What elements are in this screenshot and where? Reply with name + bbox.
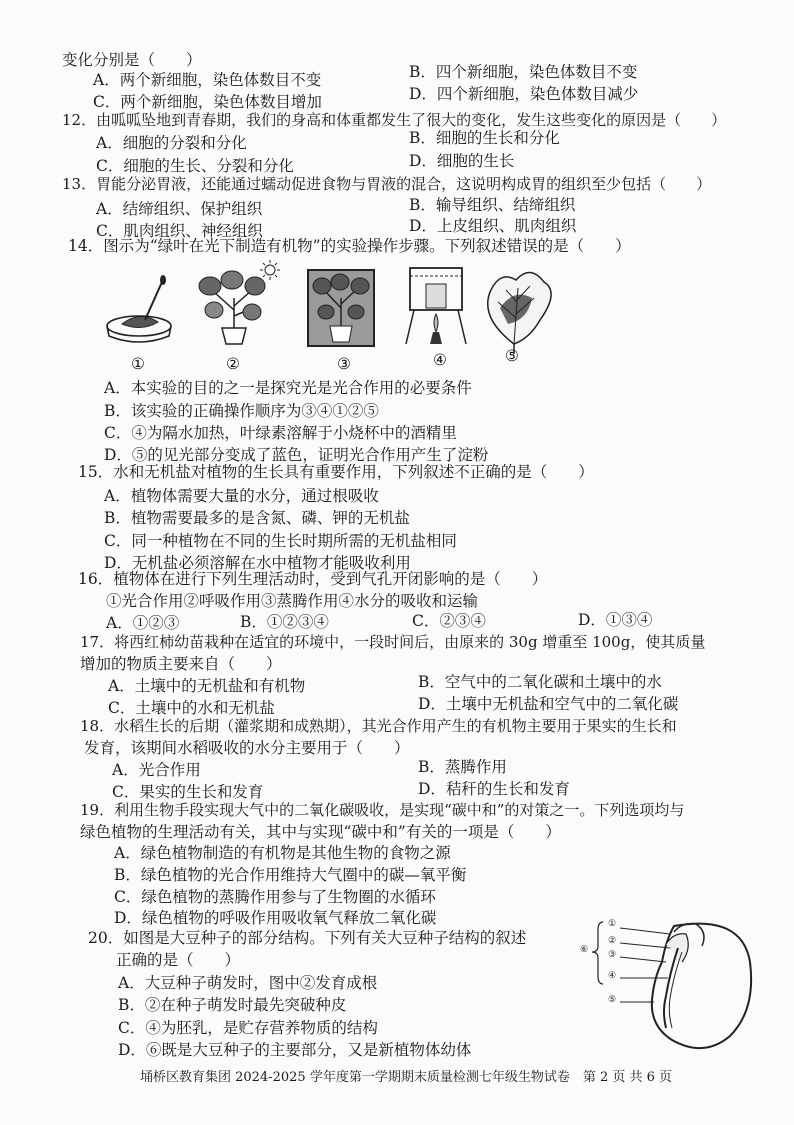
q13-option-a: A．结缔组织、保护组织: [96, 200, 263, 218]
q12-stem: 12．由呱呱坠地到青春期，我们的身高和体重都发生了很大的变化，发生这些变化的原因是（ ）: [62, 111, 727, 129]
q13-option-b: B．输导组织、结缔组织: [409, 196, 576, 214]
q20-option-b: B．②在种子萌发时最先突破种皮: [118, 996, 347, 1014]
q16-option-b: B．①②③④: [240, 613, 329, 631]
q11-option-c: C．两个新细胞，染色体数目增加: [93, 93, 322, 111]
q14-figure-label-1: ①: [131, 355, 145, 373]
q17-stem-line1: 17．将西红柿幼苗栽种在适宜的环境中，一段时间后，由原来的 30g 增重至 100g，使其质量: [80, 633, 706, 651]
q19-stem-line1: 19．利用生物手段实现大气中的二氧化碳吸收，是实现“碳中和”的对策之一。下列选项均与: [80, 801, 685, 819]
q11-option-a: A．两个新细胞，染色体数目不变: [93, 71, 322, 89]
seed-label-5: ⑤: [608, 995, 617, 1005]
q19-stem-line2: 绿色植物的生理活动有关，其中与实现“碳中和”有关的一项是（ ）: [80, 823, 561, 841]
q14-figure-label-5: ⑤: [505, 347, 519, 365]
q12-option-a: A．细胞的分裂和分化: [96, 134, 247, 152]
q17-option-b: B．空气中的二氧化碳和土壤中的水: [418, 673, 662, 691]
q14-option-a: A．本实验的目的之一是探究光是光合作用的必要条件: [104, 379, 472, 397]
q14-stem: 14．图示为“绿叶在光下制造有机物”的实验操作步骤。下列叙述错误的是（ ）: [68, 237, 631, 255]
q19-option-b: B．绿色植物的光合作用维持大气圈中的碳—氧平衡: [114, 866, 467, 884]
q18-option-a: A．光合作用: [112, 761, 201, 779]
q18-option-b: B．蒸腾作用: [418, 758, 507, 776]
q14-option-b: B．该实验的正确操作顺序为③④①②⑤: [104, 402, 379, 420]
q14-option-d: D．⑤的见光部分变成了蓝色，证明光合作用产生了淀粉: [104, 446, 489, 464]
q13-stem: 13．胃能分泌胃液，还能通过蠕动促进食物与胃液的混合，这说明构成胃的组织至少包括（ ）: [62, 175, 712, 193]
q12-option-b: B．细胞的生长和分化: [409, 129, 560, 147]
q15-option-d: D．无机盐必须溶解在水中植物才能吸收利用: [104, 554, 411, 572]
seed-label-1: ①: [608, 919, 617, 929]
q15-stem: 15．水和无机盐对植物的生长具有重要作用，下列叙述不正确的是（ ）: [78, 463, 594, 481]
q15-option-c: C．同一种植物在不同的生长时期所需的无机盐相同: [104, 532, 457, 550]
q13-option-c: C．肌肉组织、神经组织: [96, 222, 263, 240]
q13-option-d: D．上皮组织、肌肉组织: [409, 217, 577, 235]
q15-option-b: B．植物需要最多的是含氮、磷、钾的无机盐: [104, 509, 410, 527]
seed-label-6: ⑥: [580, 945, 589, 955]
q18-stem-line1: 18．水稻生长的后期（灌浆期和成熟期），其光合作用产生的有机物主要用于果实的生长和: [80, 717, 677, 735]
plant-in-dark-image: [308, 270, 374, 346]
plant-in-light-image: [199, 260, 280, 344]
q18-option-d: D．秸秆的生长和发育: [418, 780, 570, 798]
q20-option-a: A．大豆种子萌发时，图中②发育成根: [118, 974, 378, 992]
water-bath-image: [406, 268, 466, 344]
q20-option-d: D．⑥既是大豆种子的主要部分，又是新植物体幼体: [118, 1041, 472, 1059]
seed-label-2: ②: [608, 936, 617, 946]
q20-option-c: C．④为胚乳，是贮存营养物质的结构: [118, 1019, 378, 1037]
q11-stem: 变化分别是（ ）: [62, 51, 202, 69]
q18-stem-line2: 发育，该期间水稻吸收的水分主要用于（ ）: [84, 739, 410, 757]
q14-option-c: C．④为隔水加热，叶绿素溶解于小烧杯中的酒精里: [104, 424, 457, 442]
q18-option-c: C．果实的生长和发育: [112, 783, 264, 801]
page-footer: 埇桥区教育集团 2024-2025 学年度第一学期期末质量检测七年级生物试卷 第 2 页 共 6 页: [140, 1070, 673, 1085]
q16-option-d: D．①③④: [578, 611, 653, 629]
q17-stem-line2: 增加的物质主要来自（ ）: [80, 655, 282, 673]
q17-option-d: D．土壤中无机盐和空气中的二氧化碳: [418, 695, 679, 713]
q11-option-b: B．四个新细胞，染色体数目不变: [409, 63, 638, 81]
q15-option-a: A．植物体需要大量的水分，通过根吸收: [104, 487, 379, 505]
q17-option-c: C．土壤中的水和无机盐: [108, 699, 275, 717]
q19-option-c: C．绿色植物的蒸腾作用参与了生物圈的水循环: [114, 888, 436, 906]
q14-figure-label-2: ②: [226, 355, 240, 373]
q16-option-c: C．②③④: [412, 612, 486, 630]
stained-leaf-image: [488, 272, 551, 354]
q16-option-a: A．①②③: [106, 614, 180, 632]
q20-stem-line2: 正确的是（ ）: [116, 951, 241, 969]
q16-items: ①光合作用②呼吸作用③蒸腾作用④水分的吸收和运输: [106, 592, 479, 610]
q20-stem-line1: 20．如图是大豆种子的部分结构。下列有关大豆种子结构的叙述: [88, 929, 527, 947]
q11-option-d: D．四个新细胞，染色体数目减少: [409, 85, 639, 103]
experiment-figure: [0, 258, 794, 378]
q14-figure-label-4: ④: [433, 351, 447, 369]
q19-option-a: A．绿色植物制造的有机物是其他生物的食物之源: [114, 844, 451, 862]
q14-figure-label-3: ③: [337, 355, 351, 373]
iodine-dish-image: [107, 275, 171, 342]
q12-option-c: C．细胞的生长、分裂和分化: [96, 157, 294, 175]
seed-label-4: ④: [608, 971, 617, 981]
q19-option-d: D．绿色植物的呼吸作用吸收氧气释放二氧化碳: [114, 909, 437, 927]
q16-stem: 16．植物体在进行下列生理活动时，受到气孔开闭影响的是（ ）: [78, 570, 548, 588]
q17-option-a: A．土壤中的无机盐和有机物: [108, 677, 306, 695]
q12-option-d: D．细胞的生长: [409, 152, 515, 170]
soybean-seed-figure: [570, 912, 770, 1052]
seed-label-3: ③: [608, 950, 617, 960]
